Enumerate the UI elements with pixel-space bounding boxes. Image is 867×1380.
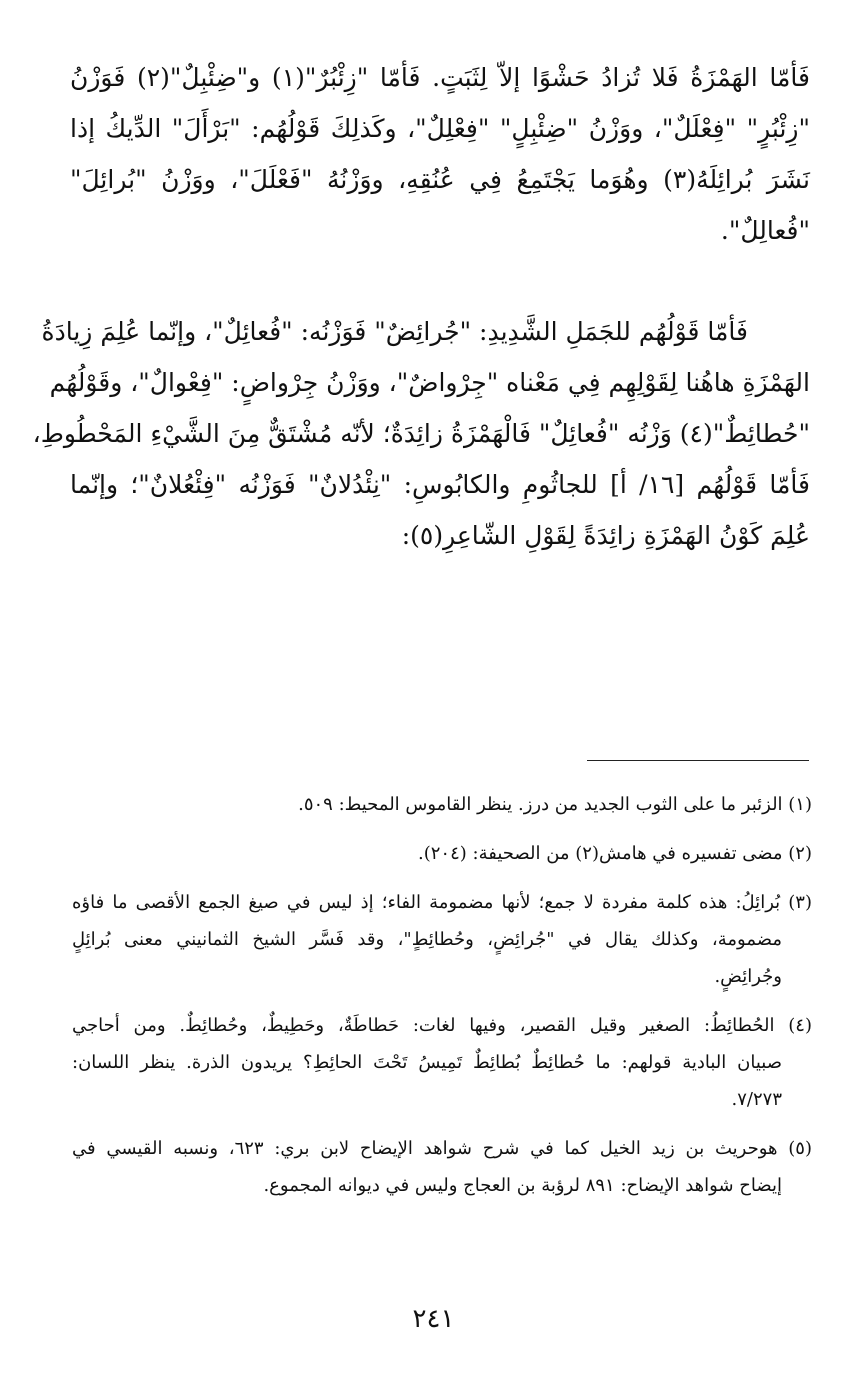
footnote-line: (٥) هوحريث بن زيد الخيل كما في شرح شواهد الإيضاح لابن بري: ٦٢٣، ونسبه القيسي في <box>72 1138 812 1159</box>
text-line: "حُطائِطٌ"(٤) وَزْنُه "فُعائِلٌ" فَالْهَمْزَةُ زائِدَةٌ؛ لأنّه مُشْتَقٌّ مِنَ الشَّيْءِ المَحْطُوطِ، <box>32 419 810 448</box>
footnote-line: صبيان البادية قولهم: ما حُطائِطٌ بُطائِطٌ تَمِيسُ تَحْتَ الحائِطِ؟ يريدون الذرة. ينظر اللسان: <box>72 1052 782 1073</box>
page-number: ٢٤١ <box>412 1304 455 1334</box>
footnote-4 <box>72 1007 812 1118</box>
paragraph-gap <box>70 256 810 306</box>
footnote-line: إيضاح شواهد الإيضاح: ٨٩١ لرؤبة بن العجاج وليس في ديوانه المجموع. <box>263 1175 782 1196</box>
text-line: نَشَرَ بُرائِلَهُ(٣) وهُوَما يَجْتَمِعُ فِي عُنُقِهِ، ووَزْنُهُ "فَعْلَلَ"، ووَزْنُ "بُرائِلَ" <box>70 165 810 194</box>
text-line: فَأمّا قَوْلُهُم للجَمَلِ الشَّدِيدِ: "جُرائِضٌ" فَوَزْنُه: "فُعائِلٌ"، وإنّما عُلِمَ زِيادَةُ <box>41 317 748 346</box>
footnote-line: مضمومة، وكذلك يقال في "جُرائِضٍ، وحُطائِطٍ"، وقد فَسَّر الشيخ الثمانيني معنى بُرائِلٍ <box>72 929 782 950</box>
footnote-line: وجُرائِضٍ. <box>714 966 782 987</box>
text-line: فَأمّا الهَمْزَةُ فَلا تُزادُ حَشْوًا إلاّ لِثَبَتٍ. فَأمّا "زِئْبُرٌ"(١) و"ضِئْبِلٌ"(٢) فَوَزْنُ <box>70 63 810 92</box>
footnote-5 <box>72 1130 812 1204</box>
footnote-2 <box>72 835 812 872</box>
footnote-1 <box>72 786 812 823</box>
footnote-line: (٢) مضى تفسيره في هامش(٢) من الصحيفة: (٢٠٤). <box>418 843 812 864</box>
main-text <box>32 52 810 561</box>
paragraph-2 <box>32 306 810 561</box>
footnote-line: ٧/٢٧٣. <box>731 1089 782 1110</box>
footnote-separator <box>587 760 809 761</box>
text-line: فَأمّا قَوْلُهُم [١٦/ أ] للجاثُومِ والكابُوسِ: "نِئْدُلانٌ" فَوَزْنُه "فِئْعُلانٌ"؛ وإنّما <box>70 470 810 499</box>
text-line: "فُعالِلٌ". <box>720 216 810 245</box>
footnote-3 <box>72 884 812 995</box>
footnote-line: (٤) الحُطائِطُ: الصغير وقيل القصير، وفيها لغات: حَطاطَةٌ، وحَطِيطٌ، وحُطائِطٌ. ومن أحاجي <box>72 1015 812 1036</box>
text-line: "زِئْبُرٍ" "فِعْلَلٌ"، ووَزْنُ "ضِئْبِلٍ" "فِعْلِلٌ"، وكَذلِكَ قَوْلُهُم: "بَرْأَلَ" الدِّيكُ إذا <box>70 114 810 143</box>
footnotes <box>72 786 812 1216</box>
footnote-line: (١) الزئبر ما على الثوب الجديد من درز. ينظر القاموس المحيط: ٥٠٩. <box>298 794 812 815</box>
text-line: عُلِمَ كَوْنُ الهَمْزَةِ زائِدَةً لِقَوْلِ الشّاعِرِ(٥): <box>401 521 810 550</box>
paragraph-1 <box>70 52 810 256</box>
footnote-line: (٣) بُرائِلُ: هذه كلمة مفردة لا جمع؛ لأنها مضمومة الفاء؛ إذ ليس في صيغ الجمع الأقصى ما فاؤه <box>72 892 812 913</box>
text-line: الهَمْزَةِ هاهُنا لِقَوْلِهِم فِي مَعْناه "جِرْواضٌ"، ووَزْنُ جِرْواضٍ: "فِعْوالٌ"، وقَوْلُهُم <box>49 368 810 397</box>
